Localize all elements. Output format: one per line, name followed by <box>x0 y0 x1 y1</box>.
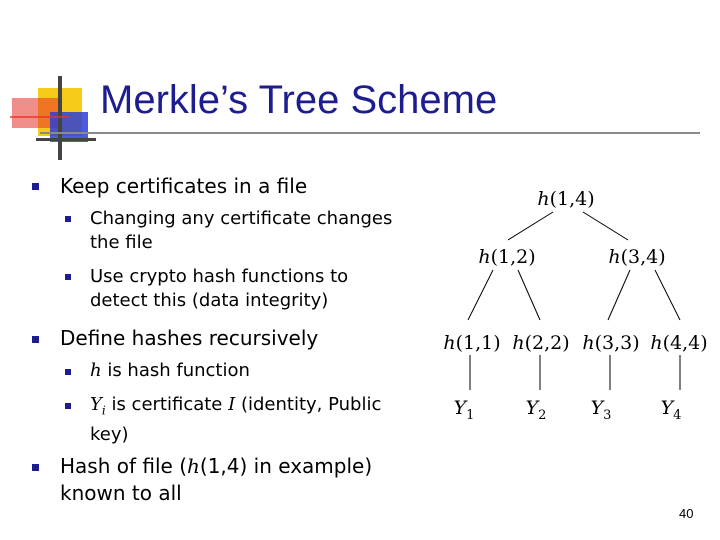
tree-leaf-y3: $Y_3$ <box>590 397 612 423</box>
sub-bullet-line: the file <box>90 232 153 253</box>
var-y: Y <box>90 394 102 415</box>
bullet-line: known to all <box>60 481 182 505</box>
tree-edge <box>583 212 628 240</box>
tree-node-h12: h(1,2) <box>478 246 536 268</box>
tree-edge <box>608 270 630 320</box>
tree-edge <box>518 270 540 320</box>
tree-edge <box>655 270 680 320</box>
sub-bullet-line: Changing any certificate changes <box>90 208 393 229</box>
sub-bullet-line: key) <box>90 423 129 445</box>
bullet-keep-certificates: Keep certificates in a file <box>60 174 308 198</box>
tree-node-h33: h(3,3) <box>582 332 640 354</box>
text-segment: is certificate <box>105 394 229 415</box>
var-h: h <box>187 454 200 478</box>
text-segment: (identity, Public <box>235 394 382 415</box>
tree-leaf-y2: $Y_2$ <box>525 397 547 423</box>
tree-node-root: h(1,4) <box>537 188 595 210</box>
tree-edges <box>468 212 680 390</box>
tree-edge <box>508 212 553 240</box>
text-segment: (1,4) in example) <box>199 454 373 478</box>
tree-edge <box>468 270 493 320</box>
text-segment: Hash of file ( <box>60 454 188 478</box>
tree-leaf-y4: $Y_4$ <box>660 397 682 423</box>
var-y-subscript: i <box>101 403 106 418</box>
sub-bullet-line: Use crypto hash functions to <box>90 266 349 287</box>
tree-node-h11: h(1,1) <box>443 332 501 354</box>
var-h: h <box>90 360 102 381</box>
text-segment: is hash function <box>101 360 250 381</box>
sub-bullet-line: detect this (data integrity) <box>90 290 329 311</box>
bullet-define-hashes: Define hashes recursively <box>60 326 319 350</box>
tree-node-h22: h(2,2) <box>512 332 570 354</box>
var-i: I <box>228 394 236 415</box>
page-number: 40 <box>679 506 694 521</box>
slide-title: Merkle’s Tree Scheme <box>100 78 498 122</box>
tree-leaf-y1: $Y_1$ <box>453 397 475 423</box>
tree-node-h34: h(3,4) <box>608 246 666 268</box>
tree-node-h44: h(4,4) <box>650 332 708 354</box>
